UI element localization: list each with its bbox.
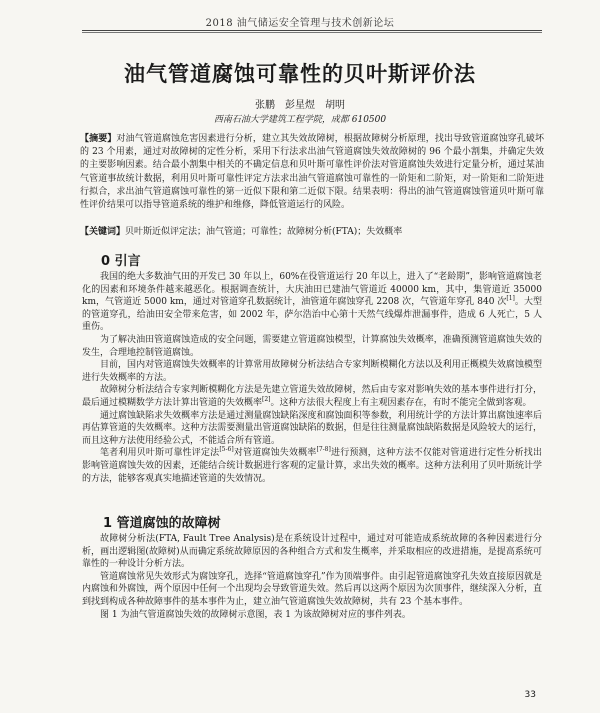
fault-tree-paragraph: 图 1 为油气管道腐蚀失效的故障树示意图，表 1 为该故障树对应的事件列表。 <box>100 609 411 620</box>
intro-paragraph: 故障树分析法结合专家判断模糊化方法是先建立管道失效故障树，然后由专家对影响失效的基本事件进行打分，最后通过模糊数学方法计算出管道的失效概率[2]。这种方法很大程度上有主观因素存在，有时不能完全做到客观。 <box>82 385 542 408</box>
running-header: 2018 油气储运安全管理与技术创新论坛 <box>205 18 395 29</box>
abstract <box>80 133 544 212</box>
header-rule <box>82 30 542 31</box>
citation: [5-6] <box>219 446 234 454</box>
citation: [7-8] <box>316 446 331 454</box>
citation: [2] <box>262 395 271 403</box>
keywords-text: 贝叶斯近似评定法；油气管道；可靠性；故障树分析(FTA)；失效概率 <box>125 227 403 237</box>
authors: 张鹏 彭星煜 胡明 <box>255 100 345 111</box>
fault-tree-paragraph: 故障树分析法(FTA, Fault Tree Analysis)是在系统设计过程中，通过对可能造成系统故障的各种因素进行分析，画出逻辑图(故障树)从而确定系统故障原因的各种组合方式和发生概率，并采取相应的改进措施，是提高系统可靠性的一种设计分析方法。 <box>82 534 542 570</box>
introduction-body <box>82 271 542 485</box>
intro-paragraph: 通过腐蚀缺陷求失效概率方法是通过测量腐蚀缺陷深度和腐蚀面积等参数，利用统计学的方法计算出腐蚀速率后再估算管道的失效概率。这种方法需要测量出管道腐蚀缺陷的数据，但是往往测量腐蚀缺陷数据是风险较大的运行，而且这种方法使用经验公式，不能适合所有管道。 <box>82 410 542 446</box>
paper-title: 油气管道腐蚀可靠性的贝叶斯评价法 <box>124 62 476 86</box>
citation: [1] <box>506 295 515 303</box>
intro-paragraph: 目前，国内对管道腐蚀失效概率的计算常用故障树分析法结合专家判断模糊化方法以及利用正概模失效腐蚀模型进行失效概率的方法。 <box>82 360 542 383</box>
fault-tree-body <box>82 533 542 621</box>
page-number: 33 <box>524 690 536 700</box>
keywords-label: 【关键词】 <box>80 227 126 237</box>
abstract-label: 【摘要】 <box>80 134 117 144</box>
abstract-text: 对油气管道腐蚀危害因素进行分析，建立其失效故障树，根据故障树分析原理，找出导致管道腐蚀穿孔破坏的 23 个用素，通过对故障树的定性分析，采用下行法求出油气管道腐蚀失效故障树的 96 个最小割集，并确定失效的主要影响因素。结合最小割集中相关的不确定信息和贝叶斯可靠性评价法对管道腐蚀失效进行定量分析，通过某油气管道事故统计数据，利用贝叶斯可靠性评定方法求出油气管道腐蚀可靠性的一阶矩和二阶矩，对一阶矩和二阶矩进行拟合，求出油气管道腐蚀可靠性的第一近似下限和第二近似下限。结果表明：得出的油气管道腐蚀管道贝叶斯可靠性评价结果可以指导管道系统的维护和维修，降低管道运行的风险。 <box>80 134 544 211</box>
fault-tree-paragraph: 管道腐蚀常见失效形式为腐蚀穿孔，选择“管道腐蚀穿孔”作为顶端事件。由引起管道腐蚀穿孔失效直接原因就是内腐蚀和外腐蚀，两个原因中任何一个出现均会导致管道失效。然后再以这两个原因为次顶事件，继续深入分析，直到找到构成各种故障事件的基本事件为止，建立油气管道腐蚀失效故障树，共有 23 个基本事件。 <box>82 571 542 607</box>
intro-paragraph: 我国的绝大多数油气田的开发已 30 年以上，60%在役管道运行 20 年以上，进入了“老龄期”，影响管道腐蚀老化的因素和环境条件越来越恶化。根据调查统计，大庆油田已建油气管道近 40000 km，其中，集管道近 35000 km，气管道近 5000 km，通过对管道穿孔数据统计，油管道年腐蚀穿孔 2208 次，气管道年穿孔 840 次[1]。大型的管道穿孔，给油田安全带来危害，如 2002 年，萨尔浩治中心第十天然气线爆炸泄漏事件，造成 6 人死亡，5 人重伤。 <box>82 272 542 333</box>
section-heading-fault-tree: 1 管道腐蚀的故障树 <box>103 516 221 531</box>
intro-paragraph: 笔者利用贝叶斯可靠性评定法[5-6]对管道腐蚀失效概率[7-8]进行预测，这种方法不仅能对管道进行定性分析找出影响管道腐蚀失效的因素，还能结合统计数据进行客观的定量计算，求出失效的概率。这种方法利用了贝叶斯统计学的方法，能够客观真实地描述管道的失效情况。 <box>82 446 542 484</box>
intro-paragraph: 为了解决油田管道腐蚀造成的安全问题，需要建立管道腐蚀模型，计算腐蚀失效概率，准确预测管道腐蚀失效的发生，合理地控制管道腐蚀。 <box>82 334 542 358</box>
affiliation: 西南石油大学建筑工程学院，成都 610500 <box>213 115 387 125</box>
header-rule-thin <box>82 32 542 33</box>
keywords <box>80 226 544 239</box>
section-heading-introduction: 0 引言 <box>101 254 141 269</box>
